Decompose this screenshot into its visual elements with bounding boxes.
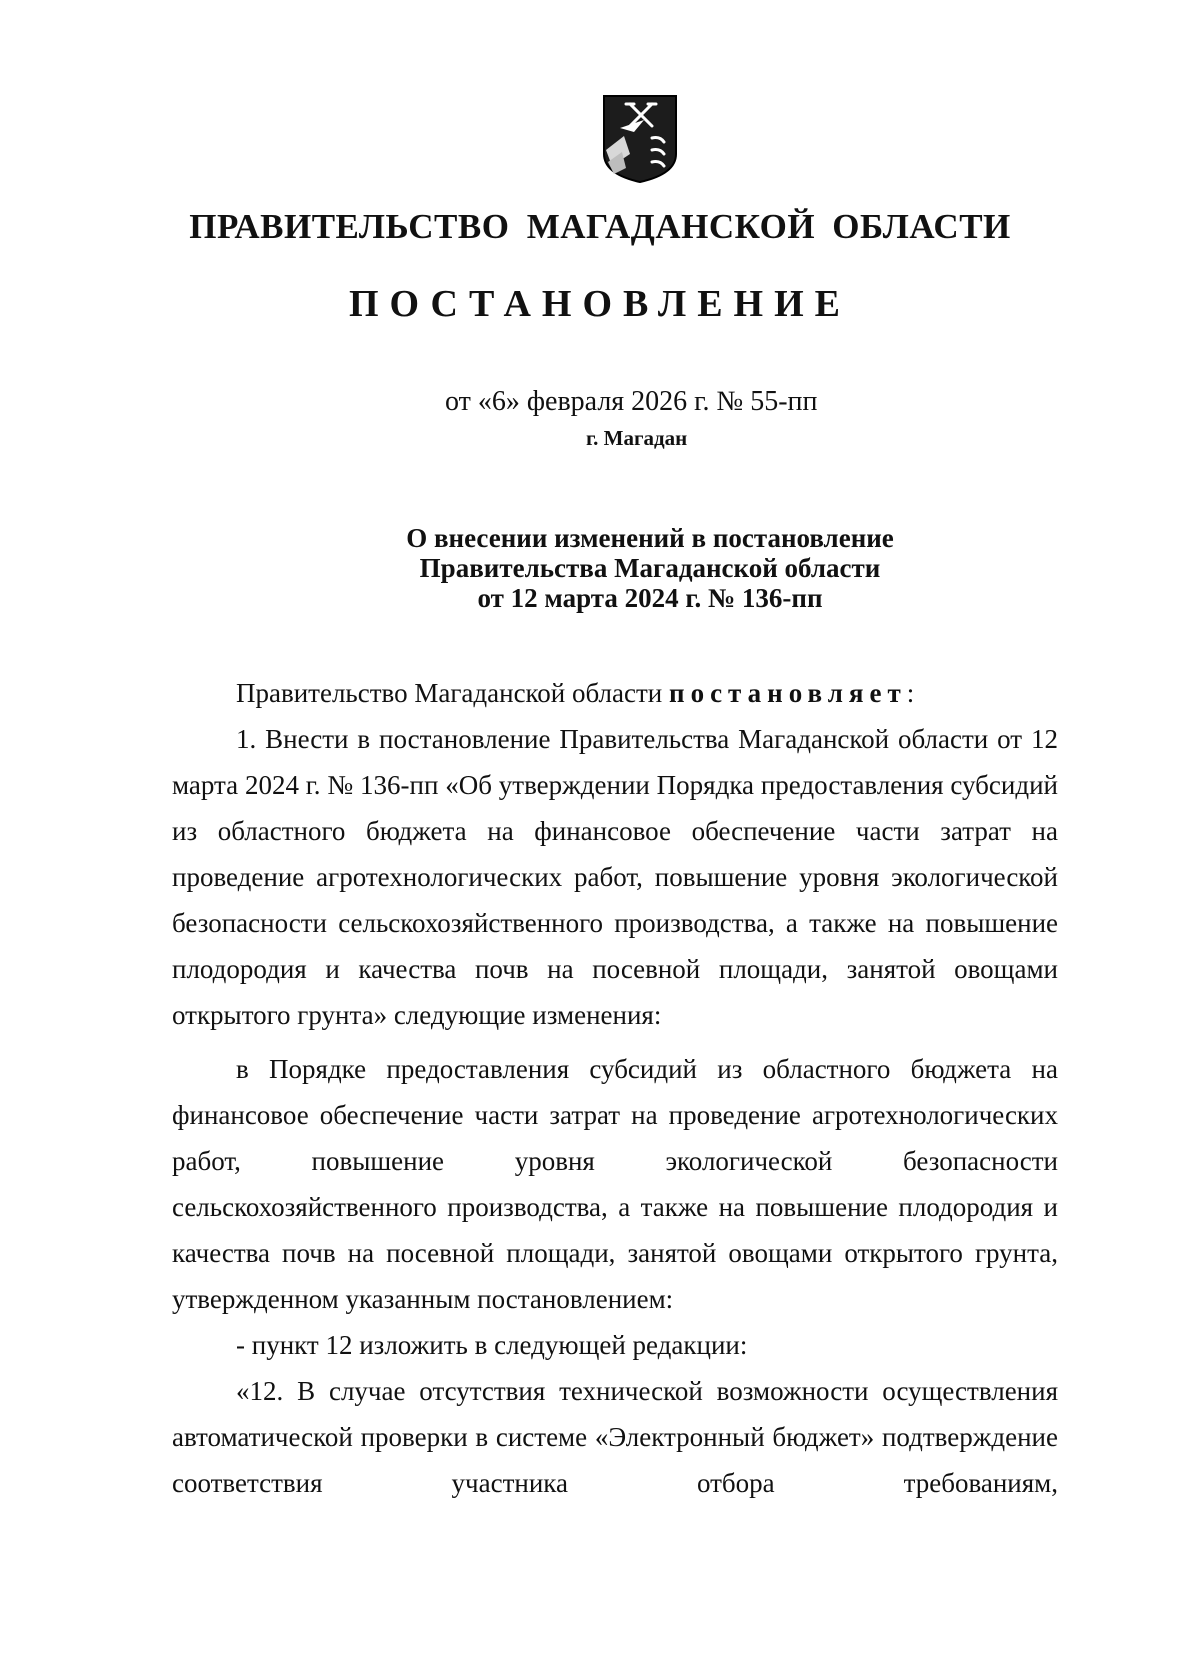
coat-of-arms-icon	[600, 92, 680, 184]
preamble	[172, 670, 1058, 716]
paragraph-1: 1. Внести в постановление Правительства Магаданской области от 12 марта 2024 г. № 136-пп «Об утверждении Порядка предоставления субсидий из областного бюджета на финансовое обеспечение части затрат на проведение агротехнологических работ, повышение уровня экологической безопасности сельскохозяйственного производства, а также на повышение плодородия и качества почв на посевной площади, занятой овощами открытого грунта» следующие изменения:	[172, 724, 1058, 1030]
document-city: г. Магадан	[586, 426, 688, 450]
government-title: ПРАВИТЕЛЬСТВО МАГАДАНСКОЙ ОБЛАСТИ	[189, 207, 1011, 246]
subject-line-2: Правительства Магаданской области	[419, 553, 881, 583]
document-type: ПОСТАНОВЛЕНИЕ	[348, 283, 852, 325]
paragraph-2: в Порядке предоставления субсидий из областного бюджета на финансовое обеспечение части затрат на проведение агротехнологических работ, повышение уровня экологической безопасности сельскохозяйственного производства, а также на повышение плодородия и качества почв на посевной площади, занятой овощами открытого грунта, утвержденном указанным постановлением:	[172, 1054, 1058, 1314]
subject-line-3: от 12 марта 2024 г. № 136-пп	[477, 583, 823, 613]
preamble-verb: постановляет	[669, 678, 907, 708]
document-date-number: от «6» февраля 2026 г. № 55-пп	[445, 386, 818, 417]
preamble-text: Правительство Магаданской области	[236, 678, 670, 708]
paragraph-4: «12. В случае отсутствия технической возможности осуществления автоматической проверки в системе «Электронный бюджет» подтверждение соответствия участника отбора требованиям,	[172, 1376, 1058, 1498]
document-body	[172, 670, 1058, 1506]
subject-line-1: О внесении изменений в постановление	[406, 523, 894, 553]
paragraph-3: - пункт 12 изложить в следующей редакции:	[236, 1330, 748, 1360]
preamble-colon: :	[906, 678, 915, 708]
document-subject	[0, 523, 1200, 613]
